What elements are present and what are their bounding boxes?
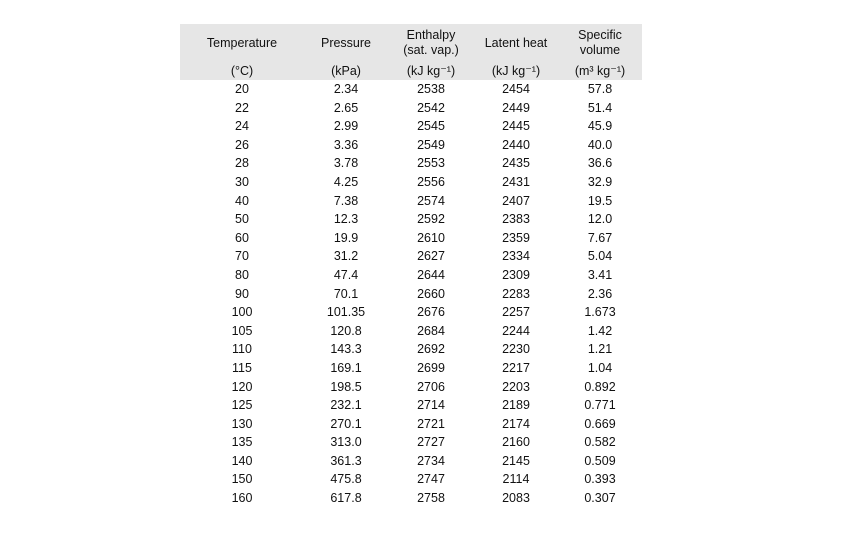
column-header-pressure <box>304 24 388 62</box>
temperature-cell: 20 <box>235 82 249 96</box>
enthalpy-cell: 2706 <box>417 379 445 394</box>
enthalpy-cell: 2542 <box>417 100 445 115</box>
pressure-cell: 70.1 <box>333 286 359 301</box>
specific-volume-cell: 1.04 <box>587 360 613 375</box>
specific-volume-cell: 0.582 <box>584 435 616 450</box>
specific-volume-cell: 57.8 <box>587 82 613 96</box>
temperature-cell: 30 <box>235 174 249 189</box>
specific-volume-cell: 0.771 <box>584 398 616 413</box>
column-name: Temperature <box>206 35 278 50</box>
table-row <box>180 470 642 489</box>
pressure-cell: 47.4 <box>333 267 359 282</box>
enthalpy-cell: 2660 <box>417 286 445 301</box>
latent-heat-cell: 2383 <box>502 212 530 227</box>
enthalpy-cell: 2538 <box>417 82 445 96</box>
specific-volume-cell: 0.307 <box>584 491 616 506</box>
steam-table-container <box>180 24 642 508</box>
latent-heat-cell: 2257 <box>502 305 530 320</box>
specific-volume-cell: 0.509 <box>584 453 616 468</box>
unit-specific-volume: (m³ kg⁻¹) <box>558 62 642 80</box>
temperature-cell: 115 <box>232 360 252 375</box>
temperature-cell: 80 <box>235 267 249 282</box>
table-row <box>180 229 642 248</box>
table-row <box>180 266 642 285</box>
column-name: Pressure <box>320 35 372 50</box>
enthalpy-cell: 2714 <box>417 398 445 413</box>
table-row <box>180 378 642 397</box>
temperature-cell: 160 <box>231 491 253 506</box>
pressure-cell: 2.34 <box>333 82 359 96</box>
temperature-cell: 26 <box>235 137 249 152</box>
temperature-cell: 105 <box>231 323 253 338</box>
temperature-cell: 135 <box>231 435 253 450</box>
specific-volume-cell: 1.21 <box>587 342 613 357</box>
column-name-line2: (sat. vap.) <box>403 43 459 57</box>
enthalpy-cell: 2692 <box>417 342 445 357</box>
latent-heat-cell: 2449 <box>502 100 530 115</box>
temperature-cell: 22 <box>235 100 249 115</box>
table-row <box>180 303 642 322</box>
temperature-cell: 28 <box>235 156 249 171</box>
pressure-cell: 232.1 <box>330 398 362 413</box>
specific-volume-cell: 0.892 <box>584 379 616 394</box>
enthalpy-cell: 2556 <box>417 174 445 189</box>
specific-volume-cell: 0.393 <box>584 472 616 487</box>
temperature-cell: 40 <box>235 193 249 208</box>
pressure-cell: 3.78 <box>333 156 359 171</box>
temperature-cell: 24 <box>235 119 249 134</box>
pressure-cell: 12.3 <box>333 212 359 227</box>
temperature-cell: 140 <box>231 453 253 468</box>
latent-heat-cell: 2431 <box>502 174 530 189</box>
latent-heat-cell: 2145 <box>502 453 530 468</box>
enthalpy-cell: 2553 <box>417 156 445 171</box>
pressure-cell: 313.0 <box>330 435 362 450</box>
pressure-cell: 7.38 <box>333 193 359 208</box>
table-row <box>180 396 642 415</box>
header-units-row <box>180 62 642 80</box>
temperature-cell: 110 <box>232 342 252 357</box>
latent-heat-cell: 2440 <box>502 137 530 152</box>
temperature-cell: 125 <box>231 398 253 413</box>
column-name-line1: Enthalpy <box>406 28 456 42</box>
pressure-cell: 31.2 <box>333 249 359 264</box>
latent-heat-cell: 2203 <box>502 379 530 394</box>
table-header <box>180 24 642 80</box>
specific-volume-cell: 5.04 <box>587 249 613 264</box>
table-row <box>180 154 642 173</box>
enthalpy-cell: 2644 <box>417 267 445 282</box>
column-header-latent-heat <box>474 24 558 62</box>
latent-heat-cell: 2230 <box>502 342 530 357</box>
pressure-cell: 270.1 <box>330 416 362 431</box>
latent-heat-cell: 2244 <box>502 323 530 338</box>
specific-volume-cell: 7.67 <box>587 230 613 245</box>
pressure-cell: 101.35 <box>326 305 366 320</box>
table-row <box>180 489 642 508</box>
table-row <box>180 247 642 266</box>
unit-temperature: (°C) <box>180 62 304 80</box>
latent-heat-cell: 2454 <box>502 82 530 96</box>
latent-heat-cell: 2083 <box>502 491 530 506</box>
pressure-cell: 143.3 <box>330 342 362 357</box>
table-row <box>180 322 642 341</box>
specific-volume-cell: 32.9 <box>587 174 613 189</box>
enthalpy-cell: 2734 <box>417 453 445 468</box>
table-row <box>180 433 642 452</box>
latent-heat-cell: 2114 <box>502 472 530 487</box>
table-row <box>180 285 642 304</box>
temperature-cell: 60 <box>235 230 249 245</box>
enthalpy-cell: 2676 <box>417 305 445 320</box>
latent-heat-cell: 2445 <box>502 119 530 134</box>
specific-volume-cell: 19.5 <box>587 193 613 208</box>
steam-properties-table <box>180 24 642 508</box>
temperature-cell: 90 <box>235 286 249 301</box>
table-row <box>180 136 642 155</box>
enthalpy-cell: 2545 <box>417 119 445 134</box>
table-row <box>180 117 642 136</box>
enthalpy-cell: 2592 <box>417 212 445 227</box>
unit-enthalpy: (kJ kg⁻¹) <box>388 62 474 80</box>
temperature-cell: 150 <box>231 472 253 487</box>
specific-volume-cell: 1.673 <box>584 305 616 320</box>
enthalpy-cell: 2574 <box>417 193 445 208</box>
enthalpy-cell: 2684 <box>417 323 445 338</box>
latent-heat-cell: 2283 <box>502 286 530 301</box>
column-header-temperature <box>180 24 304 62</box>
specific-volume-cell: 12.0 <box>587 212 613 227</box>
temperature-cell: 70 <box>235 249 249 264</box>
pressure-cell: 120.8 <box>330 323 362 338</box>
pressure-cell: 361.3 <box>330 453 362 468</box>
table-body <box>180 80 642 508</box>
latent-heat-cell: 2217 <box>502 360 530 375</box>
pressure-cell: 475.8 <box>330 472 362 487</box>
column-name-line2: volume <box>579 43 621 57</box>
latent-heat-cell: 2189 <box>502 398 530 413</box>
pressure-cell: 4.25 <box>333 174 359 189</box>
table-row <box>180 340 642 359</box>
table-row <box>180 192 642 211</box>
table-row <box>180 210 642 229</box>
pressure-cell: 198.5 <box>330 379 362 394</box>
enthalpy-cell: 2610 <box>417 230 445 245</box>
enthalpy-cell: 2758 <box>417 491 445 506</box>
latent-heat-cell: 2407 <box>502 193 530 208</box>
table-row <box>180 173 642 192</box>
latent-heat-cell: 2174 <box>502 416 530 431</box>
specific-volume-cell: 3.41 <box>587 267 613 282</box>
enthalpy-cell: 2727 <box>417 435 445 450</box>
enthalpy-cell: 2699 <box>417 360 445 375</box>
table-row <box>180 359 642 378</box>
specific-volume-cell: 1.42 <box>587 323 613 338</box>
table-row <box>180 80 642 99</box>
unit-pressure: (kPa) <box>304 62 388 80</box>
column-header-specific-volume <box>558 24 642 62</box>
column-name-line1: Specific <box>578 28 622 42</box>
unit-latent-heat: (kJ kg⁻¹) <box>474 62 558 80</box>
table-row <box>180 415 642 434</box>
column-header-enthalpy <box>388 24 474 62</box>
pressure-cell: 2.99 <box>333 119 359 134</box>
specific-volume-cell: 51.4 <box>587 100 613 115</box>
latent-heat-cell: 2309 <box>502 267 530 282</box>
enthalpy-cell: 2627 <box>417 249 445 264</box>
enthalpy-cell: 2549 <box>417 137 445 152</box>
specific-volume-cell: 2.36 <box>587 286 613 301</box>
specific-volume-cell: 40.0 <box>587 137 613 152</box>
table-row <box>180 99 642 118</box>
pressure-cell: 19.9 <box>333 230 359 245</box>
latent-heat-cell: 2359 <box>502 230 530 245</box>
header-names-row <box>180 24 642 62</box>
latent-heat-cell: 2160 <box>502 435 530 450</box>
pressure-cell: 2.65 <box>333 100 359 115</box>
latent-heat-cell: 2334 <box>502 249 530 264</box>
pressure-cell: 3.36 <box>333 137 359 152</box>
latent-heat-cell: 2435 <box>502 156 530 171</box>
specific-volume-cell: 36.6 <box>587 156 613 171</box>
temperature-cell: 100 <box>231 305 253 320</box>
temperature-cell: 120 <box>231 379 253 394</box>
temperature-cell: 50 <box>235 212 249 227</box>
specific-volume-cell: 0.669 <box>584 416 616 431</box>
table-row <box>180 452 642 471</box>
pressure-cell: 169.1 <box>330 360 362 375</box>
temperature-cell: 130 <box>231 416 253 431</box>
pressure-cell: 617.8 <box>330 491 362 506</box>
enthalpy-cell: 2747 <box>417 472 445 487</box>
column-name: Latent heat <box>484 35 548 50</box>
enthalpy-cell: 2721 <box>417 416 445 431</box>
specific-volume-cell: 45.9 <box>587 119 613 134</box>
